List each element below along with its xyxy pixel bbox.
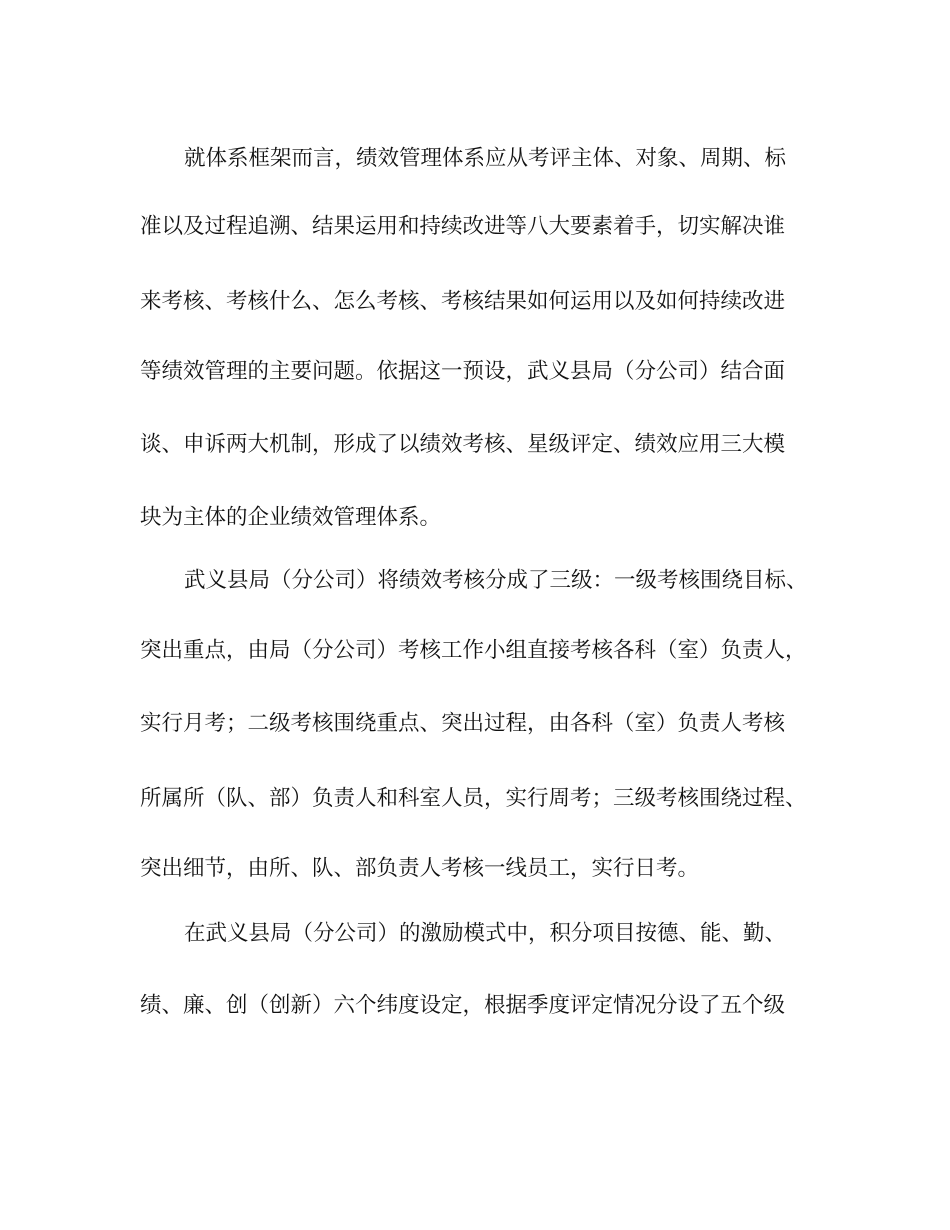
paragraph-1-line-4: 等绩效管理的主要问题。依据这一预设，武义县局（分公司）结合面 xyxy=(140,359,786,384)
paragraph-1-line-5: 谈、申诉两大机制，形成了以绩效考核、星级评定、绩效应用三大模 xyxy=(140,432,786,457)
paragraph-2-line-1: 武义县局（分公司）将绩效考核分成了三级：一级考核围绕目标、 xyxy=(184,568,808,593)
paragraph-1-line-1: 就体系框架而言，绩效管理体系应从考评主体、对象、周期、标 xyxy=(184,146,787,171)
paragraph-1-line-2: 准以及过程追溯、结果运用和持续改进等八大要素着手，切实解决谁 xyxy=(140,214,786,239)
paragraph-3-line-2: 绩、廉、创（创新）六个纬度设定，根据季度评定情况分设了五个级 xyxy=(140,993,786,1018)
paragraph-1-line-6: 块为主体的企业绩效管理体系。 xyxy=(140,505,442,530)
paragraph-1-line-3: 来考核、考核什么、怎么考核、考核结果如何运用以及如何持续改进 xyxy=(140,289,786,314)
paragraph-2-line-4: 所属所（队、部）负责人和科室人员，实行周考；三级考核围绕过程、 xyxy=(140,786,807,811)
paragraph-2-line-5: 突出细节，由所、队、部负责人考核一线员工，实行日考。 xyxy=(140,856,700,881)
paragraph-2-line-2: 突出重点，由局（分公司）考核工作小组直接考核各科（室）负责人， xyxy=(140,638,807,663)
paragraph-3-line-1: 在武义县局（分公司）的激励模式中，积分项目按德、能、勤、 xyxy=(184,921,787,946)
paragraph-2-line-3: 实行月考；二级考核围绕重点、突出过程，由各科（室）负责人考核 xyxy=(140,711,786,736)
